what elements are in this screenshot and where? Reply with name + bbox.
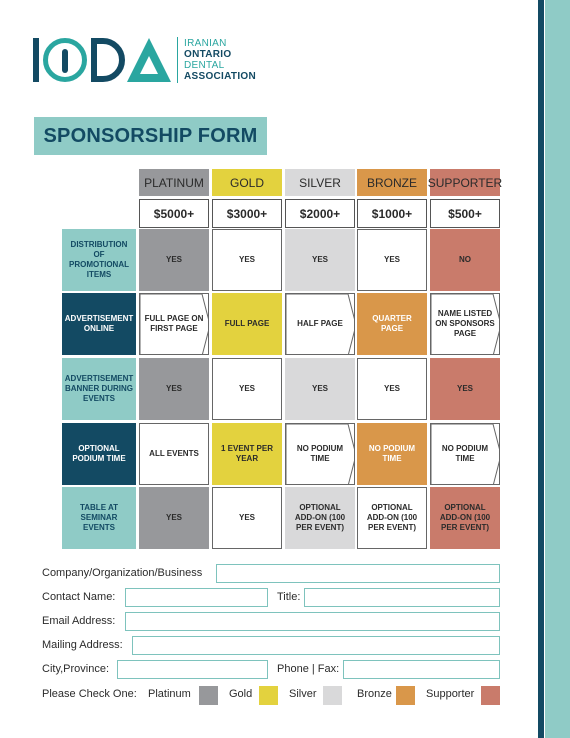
- logo-line: ASSOCIATION: [184, 71, 257, 82]
- benefit-cell-bronze: [357, 293, 427, 355]
- benefit-text: YES: [165, 513, 182, 522]
- checkbox-supporter[interactable]: [481, 686, 500, 705]
- email-input[interactable]: [125, 612, 500, 631]
- row-label: ADVERTISEMENT ONLINE: [62, 293, 136, 355]
- benefit-cell-supporter: [430, 423, 500, 485]
- row-label: OPTIONAL PODIUM TIME: [62, 423, 136, 485]
- city-province-input[interactable]: [117, 660, 268, 679]
- tier-header-gold: GOLD: [212, 169, 282, 196]
- benefit-cell-bronze: [357, 423, 427, 485]
- checkbox-bronze[interactable]: [396, 686, 415, 705]
- benefit-text: NO: [459, 255, 471, 264]
- row-label: DISTRIBUTION OF PROMOTIONAL ITEMS: [62, 229, 136, 291]
- benefit-cell-supporter: [430, 229, 500, 291]
- option-label-silver: Silver: [289, 688, 317, 700]
- tier-price-platinum: $5000+: [139, 199, 209, 228]
- row-label: ADVERTISEMENT BANNER DURING EVENTS: [62, 358, 136, 420]
- row-label: TABLE AT SEMINAR EVENTS: [62, 487, 136, 549]
- benefit-text: NO PODIUM TIME: [296, 444, 344, 463]
- benefit-cell-gold: [212, 293, 282, 355]
- benefit-cell-bronze: [357, 229, 427, 291]
- benefit-cell-silver: [285, 487, 355, 549]
- benefit-cell-supporter: [430, 487, 500, 549]
- benefit-text: NO PODIUM TIME: [441, 444, 489, 463]
- logo-line: DENTAL: [184, 60, 225, 71]
- contact-name-label: Contact Name:: [42, 591, 116, 603]
- benefit-cell-platinum: [139, 229, 209, 291]
- tier-header-supporter: SUPPORTER: [430, 169, 500, 196]
- benefit-text: YES: [456, 384, 473, 393]
- phone-fax-input[interactable]: [343, 660, 500, 679]
- tier-price-supporter: $500+: [430, 199, 500, 228]
- benefit-cell-gold: [212, 423, 282, 485]
- right-stripe-dark: [538, 0, 544, 738]
- logo-letter-a: [127, 38, 171, 82]
- benefit-text: 1 EVENT PER YEAR: [220, 444, 273, 463]
- benefit-text: YES: [311, 384, 328, 393]
- logo-letter-i: [33, 38, 39, 82]
- benefit-text: YES: [311, 255, 328, 264]
- page-title: SPONSORSHIP FORM: [43, 124, 258, 147]
- benefit-text: OPTIONAL ADD-ON (100 PER EVENT): [294, 503, 346, 532]
- logo-line: ONTARIO: [184, 49, 232, 60]
- tier-header-silver: SILVER: [285, 169, 355, 196]
- title-label: Title:: [277, 591, 301, 603]
- tier-header-platinum: PLATINUM: [139, 169, 209, 196]
- right-stripe-light: [545, 0, 570, 738]
- benefit-cell-silver: [285, 293, 355, 355]
- option-label-platinum: Platinum: [148, 688, 191, 700]
- option-label-gold: Gold: [229, 688, 253, 700]
- benefit-cell-silver: [285, 229, 355, 291]
- benefit-text: YES: [383, 255, 400, 264]
- title-banner: [34, 117, 267, 155]
- logo-mark: [33, 37, 171, 83]
- benefit-text: YES: [238, 513, 255, 522]
- benefit-text: NAME LISTED ON SPONSORS PAGE: [435, 309, 495, 338]
- benefit-text: ALL EVENTS: [149, 449, 199, 458]
- checkbox-platinum[interactable]: [199, 686, 218, 705]
- benefit-text: NO PODIUM TIME: [368, 444, 416, 463]
- benefit-text: OPTIONAL ADD-ON (100 PER EVENT): [439, 503, 491, 532]
- checkbox-silver[interactable]: [323, 686, 342, 705]
- benefit-cell-supporter: [430, 293, 500, 355]
- contact-name-input[interactable]: [125, 588, 268, 607]
- benefit-text: QUARTER PAGE: [372, 314, 412, 333]
- mailing-address-label: Mailing Address:: [42, 639, 123, 651]
- benefit-cell-supporter: [430, 358, 500, 420]
- email-label: Email Address:: [42, 615, 116, 627]
- benefit-text: YES: [165, 384, 182, 393]
- mailing-address-input[interactable]: [132, 636, 500, 655]
- benefit-text: FULL PAGE: [224, 319, 270, 328]
- benefit-text: YES: [383, 384, 400, 393]
- logo-line: IRANIAN: [184, 38, 227, 49]
- benefit-cell-gold: [212, 487, 282, 549]
- benefit-cell-bronze: [357, 487, 427, 549]
- benefit-text: OPTIONAL ADD-ON (100 PER EVENT): [366, 503, 418, 532]
- benefit-cell-gold: [212, 358, 282, 420]
- benefit-text: YES: [238, 255, 255, 264]
- tier-header-bronze: BRONZE: [357, 169, 427, 196]
- benefit-cell-platinum: [139, 358, 209, 420]
- check-one-label: Please Check One:: [42, 688, 137, 700]
- benefit-cell-platinum: [139, 423, 209, 485]
- option-label-supporter: Supporter: [426, 688, 475, 700]
- logo-letter-d: [91, 38, 125, 82]
- benefit-text: YES: [238, 384, 255, 393]
- title-input[interactable]: [304, 588, 500, 607]
- tier-price-bronze: $1000+: [357, 199, 427, 228]
- tier-price-silver: $2000+: [285, 199, 355, 228]
- benefit-cell-gold: [212, 229, 282, 291]
- logo-text: [184, 38, 256, 82]
- benefit-text: YES: [165, 255, 182, 264]
- company-label: Company/Organization/Business: [42, 567, 203, 579]
- benefit-cell-platinum: [139, 487, 209, 549]
- logo-divider: [177, 37, 178, 83]
- company-input[interactable]: [216, 564, 500, 583]
- phone-fax-label: Phone | Fax:: [277, 663, 340, 675]
- benefit-cell-bronze: [357, 358, 427, 420]
- benefit-cell-silver: [285, 358, 355, 420]
- tier-price-gold: $3000+: [212, 199, 282, 228]
- benefit-cell-platinum: [139, 293, 209, 355]
- benefit-cell-silver: [285, 423, 355, 485]
- tooth-emblem-icon: [43, 38, 87, 82]
- city-province-label: City,Province:: [42, 663, 110, 675]
- benefit-text: HALF PAGE: [297, 319, 343, 328]
- checkbox-gold[interactable]: [259, 686, 278, 705]
- benefit-text: FULL PAGE ON FIRST PAGE: [144, 314, 204, 333]
- ioda-logo: [33, 36, 256, 84]
- option-label-bronze: Bronze: [357, 688, 392, 700]
